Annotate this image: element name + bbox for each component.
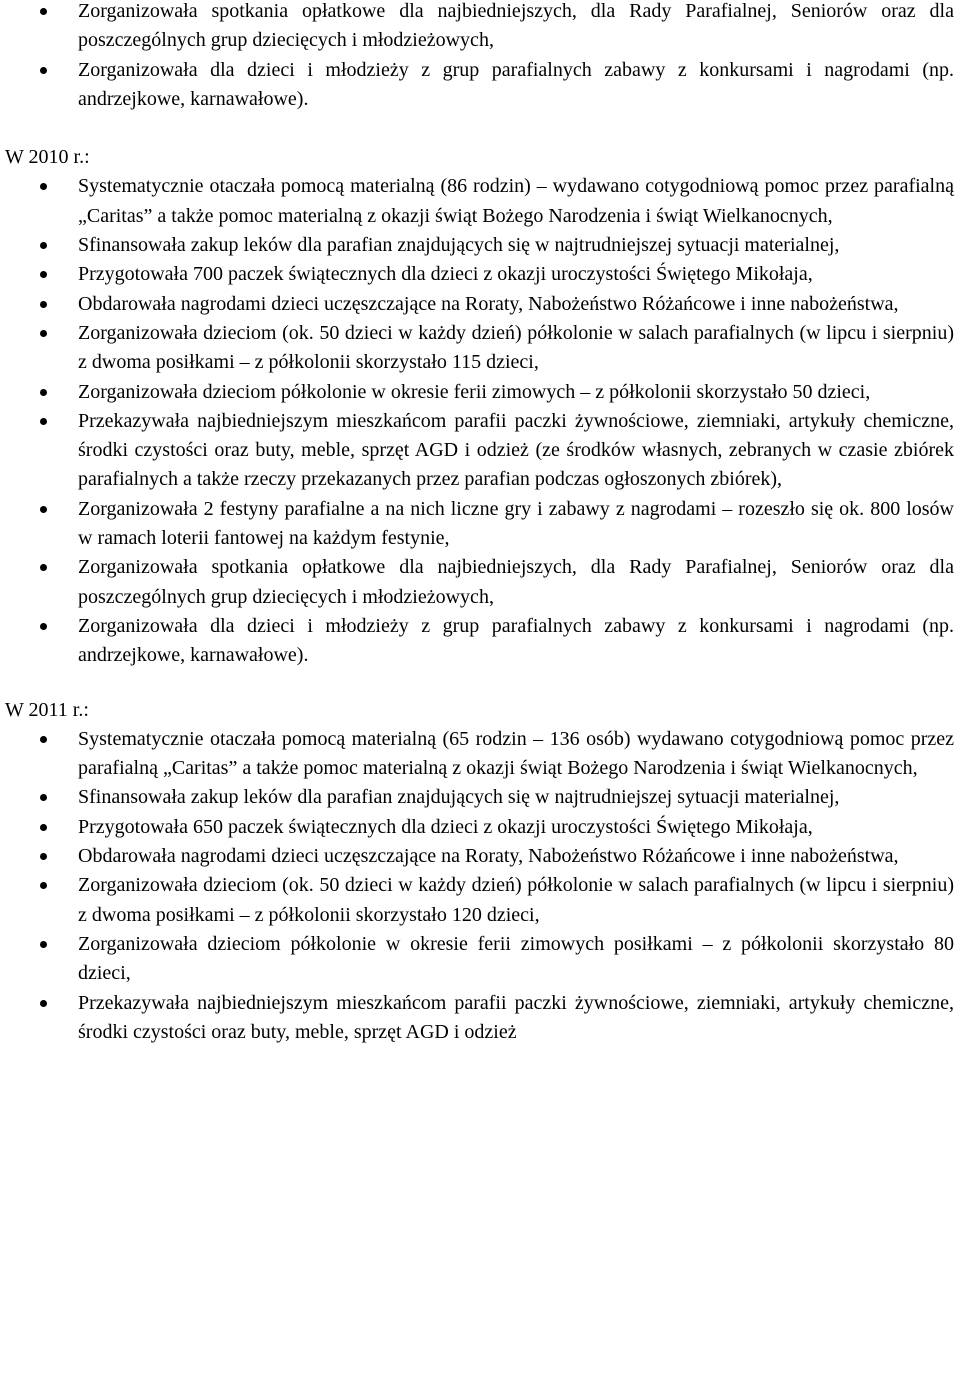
list-item: Systematycznie otaczała pomocą materialną (65 rodzin – 136 osób) wydawano cotygodniową pomoc przez parafialną „Caritas” a także pomoc materialną z okazji świąt Bożego Narodzenia i świąt Wielkanocnych, — [78, 725, 954, 784]
list-item: Systematycznie otaczała pomocą materialną (86 rodzin) – wydawano cotygodniową pomoc przez parafialną „Caritas” a także pomoc materialną z okazji świąt Bożego Narodzenia i świąt Wielkanocnych, — [78, 172, 954, 231]
section-heading-2010: W 2010 r.: — [5, 146, 90, 169]
list-item: Zorganizowała dzieciom półkolonie w okresie ferii zimowych – z półkolonii skorzystało 50 dzieci, — [78, 378, 954, 407]
list-item: Przekazywała najbiedniejszym mieszkańcom parafii paczki żywnościowe, ziemniaki, artykuły chemiczne, środki czystości oraz buty, meble, sprzęt AGD i odzież (ze środków własnych, zebranych w czasie zbiórek parafialnych a także rzeczy przekazanych przez parafian podczas ogłoszonych zbiórek), — [78, 407, 954, 495]
list-item: Zorganizowała spotkania opłatkowe dla najbiedniejszych, dla Rady Parafialnej, Seniorów oraz dla poszczególnych grup dziecięcych i młodzieżowych, — [78, 0, 954, 56]
list-item: Zorganizowała dla dzieci i młodzieży z grup parafialnych zabawy z konkursami i nagrodami (np. andrzejkowe, karnawałowe). — [78, 612, 954, 671]
top-bullet-list — [0, 0, 960, 114]
bullet-list-2011 — [0, 725, 960, 1047]
list-item: Zorganizowała spotkania opłatkowe dla najbiedniejszych, dla Rady Parafialnej, Seniorów oraz dla poszczególnych grup dziecięcych i młodzieżowych, — [78, 553, 954, 612]
list-item: Zorganizowała 2 festyny parafialne a na nich liczne gry i zabawy z nagrodami – rozeszło się ok. 800 losów w ramach loterii fantowej na każdym festynie, — [78, 495, 954, 554]
list-item: Obdarowała nagrodami dzieci uczęszczające na Roraty, Nabożeństwo Różańcowe i inne nabożeństwa, — [78, 290, 954, 319]
list-item: Zorganizowała dzieciom (ok. 50 dzieci w każdy dzień) półkolonie w salach parafialnych (w lipcu i sierpniu) z dwoma posiłkami – z półkolonii skorzystało 120 dzieci, — [78, 871, 954, 930]
list-item: Przygotowała 700 paczek świątecznych dla dzieci z okazji uroczystości Świętego Mikołaja, — [78, 260, 954, 289]
list-item: Obdarowała nagrodami dzieci uczęszczające na Roraty, Nabożeństwo Różańcowe i inne nabożeństwa, — [78, 842, 954, 871]
list-item: Zorganizowała dzieciom półkolonie w okresie ferii zimowych posiłkami – z półkolonii skorzystało 80 dzieci, — [78, 930, 954, 989]
list-item: Sfinansowała zakup leków dla parafian znajdujących się w najtrudniejszej sytuacji materialnej, — [78, 783, 954, 812]
list-item: Sfinansowała zakup leków dla parafian znajdujących się w najtrudniejszej sytuacji materialnej, — [78, 231, 954, 260]
list-item: Zorganizowała dla dzieci i młodzieży z grup parafialnych zabawy z konkursami i nagrodami (np. andrzejkowe, karnawałowe). — [78, 56, 954, 115]
bullet-list-2010 — [0, 172, 960, 670]
list-item: Przekazywała najbiedniejszym mieszkańcom parafii paczki żywnościowe, ziemniaki, artykuły chemiczne, środki czystości oraz buty, meble, sprzęt AGD i odzież — [78, 989, 954, 1048]
list-item: Przygotowała 650 paczek świątecznych dla dzieci z okazji uroczystości Świętego Mikołaja, — [78, 813, 954, 842]
section-heading-2011: W 2011 r.: — [5, 698, 89, 721]
list-item: Zorganizowała dzieciom (ok. 50 dzieci w każdy dzień) półkolonie w salach parafialnych (w lipcu i sierpniu) z dwoma posiłkami – z półkolonii skorzystało 115 dzieci, — [78, 319, 954, 378]
